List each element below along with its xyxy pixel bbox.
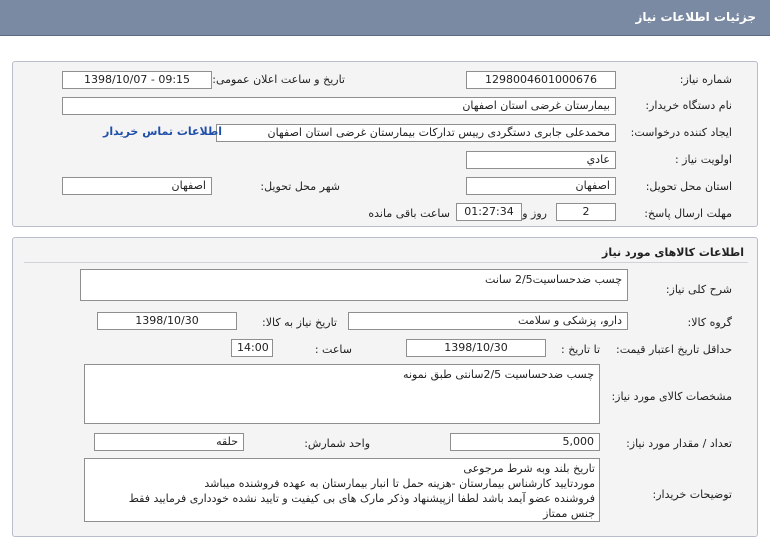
price-validity-label: حداقل تاریخ اعتبار قیمت: (616, 343, 732, 356)
need-date-field: 1398/10/30 (97, 312, 237, 330)
until-date-label: تا تاریخ : (561, 343, 600, 356)
until-time-field: 14:00 (231, 339, 273, 357)
need-date-label: تاریخ نیاز به کالا: (262, 316, 337, 329)
requester-label: ایجاد کننده درخواست: (630, 126, 732, 139)
priority-field: عادي (466, 151, 616, 169)
title-bar (0, 0, 770, 36)
buyer-org-field: بیمارستان غرضی استان اصفهان (62, 97, 616, 115)
need-number-label: شماره نیاز: (679, 73, 732, 86)
buyer-org-label: نام دستگاه خریدار: (645, 99, 732, 112)
deadline-time-field: 01:27:34 (456, 203, 522, 221)
remaining-word: ساعت باقی مانده (368, 207, 450, 220)
buyer-notes-field (84, 458, 600, 522)
days-word: روز و (522, 207, 547, 220)
buyer-note-line: جنس ممتاز (543, 507, 595, 520)
general-desc-field: چسب ضدحساسیت2/5 سانت (80, 269, 628, 301)
unit-field: حلقه (94, 433, 244, 451)
specs-field: چسب ضدحساسیت 2/5سانتی طبق نمونه (84, 364, 600, 424)
buyer-note-line: فروشنده عضو آیمد باشد لطفا ازپیشنهاد وذکر مارک های بی کیفیت و تایید نشده خودداری فرمایید فقط (128, 492, 595, 505)
deadline-days-field: 2 (556, 203, 616, 221)
unit-label: واحد شمارش: (304, 437, 370, 450)
city-field: اصفهان (62, 177, 212, 195)
province-field: اصفهان (466, 177, 616, 195)
announce-datetime-field: 1398/10/07 - 09:15 (62, 71, 212, 89)
specs-label: مشخصات کالای مورد نیاز: (611, 390, 732, 403)
goods-section-title: اطلاعات کالاهای مورد نیاز (602, 246, 744, 259)
buyer-note-line: موردتایید کارشناس بیمارستان -هزینه حمل تا انبار بیمارستان به عهده فروشنده میباشد (204, 477, 595, 490)
need-number-field: 1298004601000676 (466, 71, 616, 89)
until-date-field: 1398/10/30 (406, 339, 546, 357)
section-divider (24, 262, 748, 263)
deadline-label: مهلت ارسال پاسخ: (644, 207, 732, 220)
quantity-label: تعداد / مقدار مورد نیاز: (626, 437, 732, 450)
announce-label: تاریخ و ساعت اعلان عمومی: (212, 73, 345, 86)
until-time-label: ساعت : (314, 343, 352, 356)
priority-label: اولویت نیاز : (674, 153, 732, 166)
buyer-note-line: تاریخ بلند وبه شرط مرجوعی (463, 462, 595, 475)
buyer-notes-label: توضیحات خریدار: (652, 488, 732, 501)
page-title: جزئیات اطلاعات نیاز (635, 10, 756, 24)
goods-group-label: گروه کالا: (687, 316, 732, 329)
requester-field: محمدعلی جابری دستگردی رییس تدارکات بیمارستان غرضی استان اصفهان (216, 124, 616, 142)
province-label: استان محل تحویل: (645, 180, 732, 193)
goods-group-field: دارو، پزشکی و سلامت (348, 312, 628, 330)
buyer-contact-link[interactable]: اطلاعات تماس خریدار (103, 125, 223, 138)
quantity-field: 5,000 (450, 433, 600, 451)
general-desc-label: شرح کلی نیاز: (665, 283, 732, 296)
city-label: شهر محل تحویل: (260, 180, 340, 193)
